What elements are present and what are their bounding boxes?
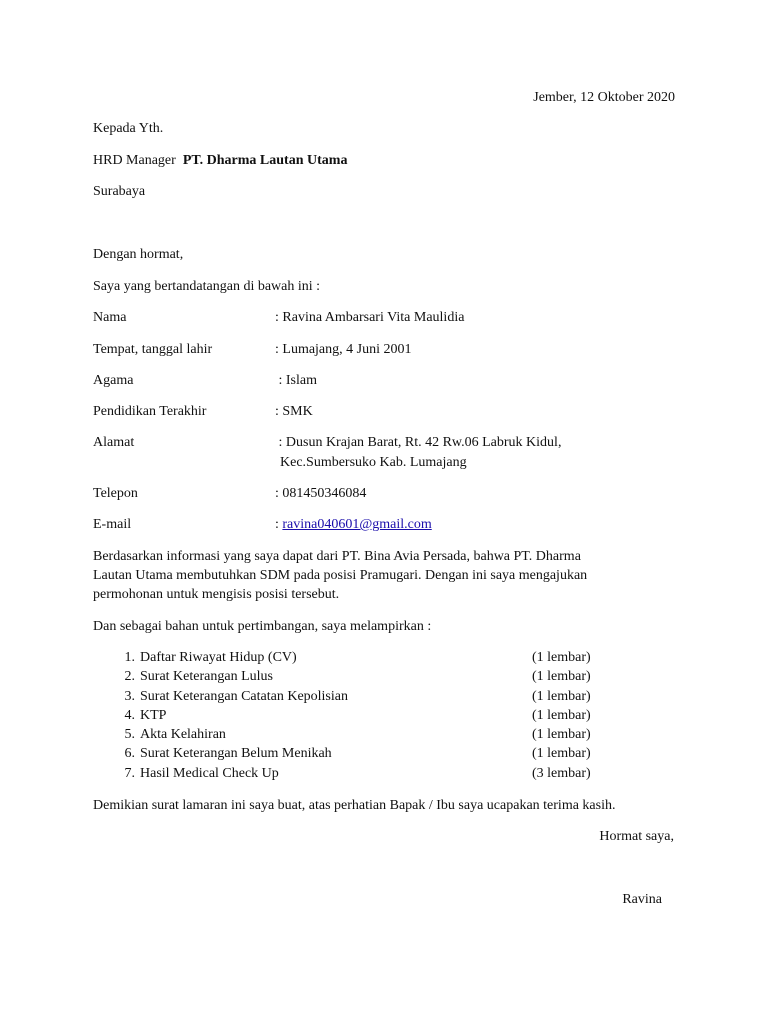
- field-value-pendidikan: : SMK: [275, 404, 313, 419]
- list-item: Hasil Medical Check Up: [140, 766, 279, 781]
- field-label-alamat: Alamat: [93, 435, 135, 450]
- attachments-intro: Dan sebagai bahan untuk pertimbangan, saya melampirkan :: [93, 619, 432, 634]
- body-paragraph-line-1: Berdasarkan informasi yang saya dapat dari PT. Bina Avia Persada, bahwa PT. Dharma: [93, 549, 581, 564]
- list-num: 7.: [124, 766, 135, 781]
- field-value-alamat-line2: Kec.Sumbersuko Kab. Lumajang: [280, 455, 467, 470]
- field-value-alamat-line1: : Dusun Krajan Barat, Rt. 42 Rw.06 Labruk Kidul,: [275, 435, 562, 450]
- email-prefix: :: [275, 517, 283, 532]
- email-link[interactable]: ravina040601@gmail.com: [282, 517, 432, 532]
- recipient-position: HRD Manager: [93, 153, 176, 168]
- list-item: Daftar Riwayat Hidup (CV): [140, 650, 297, 665]
- list-qty: (1 lembar): [532, 746, 591, 761]
- field-value-telepon: : 081450346084: [275, 486, 367, 501]
- salutation: Dengan hormat,: [93, 247, 184, 262]
- list-num: 2.: [124, 669, 135, 684]
- list-item: Akta Kelahiran: [140, 727, 226, 742]
- field-label-nama: Nama: [93, 310, 127, 325]
- list-num: 6.: [124, 746, 135, 761]
- field-label-telepon: Telepon: [93, 486, 138, 501]
- list-qty: (1 lembar): [532, 689, 591, 704]
- list-qty: (1 lembar): [532, 727, 591, 742]
- closing: Hormat saya,: [599, 829, 674, 844]
- body-paragraph-line-2: Lautan Utama membutuhkan SDM pada posisi Pramugari. Dengan ini saya mengajukan: [93, 568, 588, 583]
- list-num: 4.: [124, 708, 135, 723]
- body-paragraph-line-3: permohonan untuk mengisis posisi tersebut.: [93, 587, 340, 602]
- list-item: Surat Keterangan Lulus: [140, 669, 273, 684]
- signature-name: Ravina: [622, 892, 662, 907]
- list-qty: (3 lembar): [532, 766, 591, 781]
- date-line: Jember, 12 Oktober 2020: [533, 90, 675, 105]
- list-num: 1.: [124, 650, 135, 665]
- field-value-agama: : Islam: [275, 373, 317, 388]
- closing-paragraph: Demikian surat lamaran ini saya buat, atas perhatian Bapak / Ibu saya ucapakan terima kasih.: [93, 798, 616, 813]
- list-num: 3.: [124, 689, 135, 704]
- field-label-ttl: Tempat, tanggal lahir: [93, 342, 213, 357]
- field-value-nama: : Ravina Ambarsari Vita Maulidia: [275, 310, 465, 325]
- recipient-city: Surabaya: [93, 184, 146, 199]
- field-label-email: E-mail: [93, 517, 132, 532]
- list-item: KTP: [140, 708, 167, 723]
- list-num: 5.: [124, 727, 135, 742]
- list-qty: (1 lembar): [532, 650, 591, 665]
- recipient-greeting: Kepada Yth.: [93, 121, 164, 136]
- list-item: Surat Keterangan Catatan Kepolisian: [140, 689, 348, 704]
- recipient-line: [93, 151, 347, 170]
- list-item: Surat Keterangan Belum Menikah: [140, 746, 332, 761]
- list-qty: (1 lembar): [532, 708, 591, 723]
- field-label-pendidikan: Pendidikan Terakhir: [93, 404, 207, 419]
- intro-text: Saya yang bertandatangan di bawah ini :: [93, 279, 321, 294]
- recipient-company: PT. Dharma Lautan Utama: [182, 153, 348, 168]
- field-label-agama: Agama: [93, 373, 134, 388]
- list-qty: (1 lembar): [532, 669, 591, 684]
- field-value-ttl: : Lumajang, 4 Juni 2001: [275, 342, 412, 357]
- field-value-email: [275, 515, 432, 534]
